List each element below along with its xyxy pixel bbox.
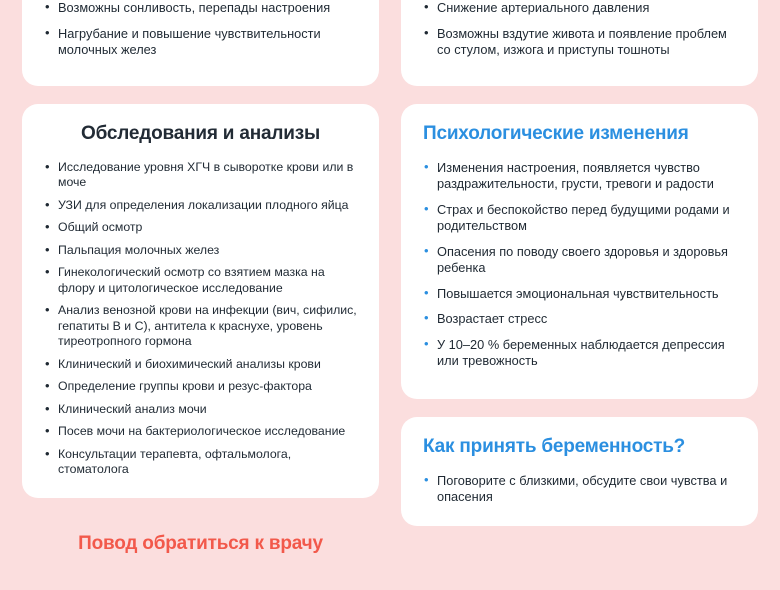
physical-changes-right-list xyxy=(423,0,736,59)
exams-title: Обследования и анализы xyxy=(81,122,320,144)
list-item: • Гинекологический осмотр со взятием мазка на флору и цитологическое исследование xyxy=(44,265,357,296)
see-doctor-card xyxy=(22,516,379,590)
list-item: • Изменения настроения, появляется чувство раздражительности, грусти, тревоги и радости xyxy=(423,160,736,193)
list-item: • Страх и беспокойство перед будущими родами и родительством xyxy=(423,202,736,235)
list-item: • Снижение артериального давления xyxy=(423,0,736,17)
see-doctor-title: Повод обратиться к врачу xyxy=(78,532,323,554)
two-column-layout xyxy=(22,0,758,590)
list-item: • Определение группы крови и резус-фактора xyxy=(44,379,357,395)
list-item: • Общий осмотр xyxy=(44,220,357,236)
physical-changes-left-list xyxy=(44,0,357,59)
list-item: • Клинический и биохимический анализы крови xyxy=(44,357,357,373)
list-item: • Исследование уровня ХГЧ в сыворотке крови или в моче xyxy=(44,160,357,191)
list-item: • УЗИ для определения локализации плодного яйца xyxy=(44,198,357,214)
right-column xyxy=(401,0,758,526)
list-item: • Пальпация молочных желез xyxy=(44,243,357,259)
list-item: • Консультации терапевта, офтальмолога, стоматолога xyxy=(44,447,357,478)
list-item: • Повышается эмоциональная чувствительность xyxy=(423,286,736,303)
accept-pregnancy-title: Как принять беременность? xyxy=(423,435,686,457)
psychological-changes-card xyxy=(401,104,758,399)
list-item: • Анализ венозной крови на инфекции (вич, сифилис, гепатиты В и С), антитела к краснухе, уровень тиреотропного гормона xyxy=(44,303,357,350)
psychological-changes-list xyxy=(423,160,736,370)
list-item: • Клинический анализ мочи xyxy=(44,402,357,418)
list-item: • Нагрубание и повышение чувствительности молочных желез xyxy=(44,26,357,59)
exams-card xyxy=(22,104,379,498)
accept-pregnancy-list xyxy=(423,473,736,506)
list-item: • Возможны вздутие живота и появление проблем со стулом, изжога и приступы тошноты xyxy=(423,26,736,59)
exams-list xyxy=(44,160,357,478)
psychological-changes-title: Психологические изменения xyxy=(423,122,689,144)
list-item: • Поговорите с близкими, обсудите свои чувства и опасения xyxy=(423,473,736,506)
list-item: • Посев мочи на бактериологическое исследование xyxy=(44,424,357,440)
physical-changes-right-card xyxy=(401,0,758,86)
physical-changes-left-card xyxy=(22,0,379,86)
accept-pregnancy-card xyxy=(401,417,758,526)
list-item: • Возрастает стресс xyxy=(423,311,736,328)
list-item: • Возможны сонливость, перепады настроения xyxy=(44,0,357,17)
list-item: • У 10–20 % беременных наблюдается депрессия или тревожность xyxy=(423,337,736,370)
left-column xyxy=(22,0,379,590)
list-item: • Опасения по поводу своего здоровья и здоровья ребенка xyxy=(423,244,736,277)
